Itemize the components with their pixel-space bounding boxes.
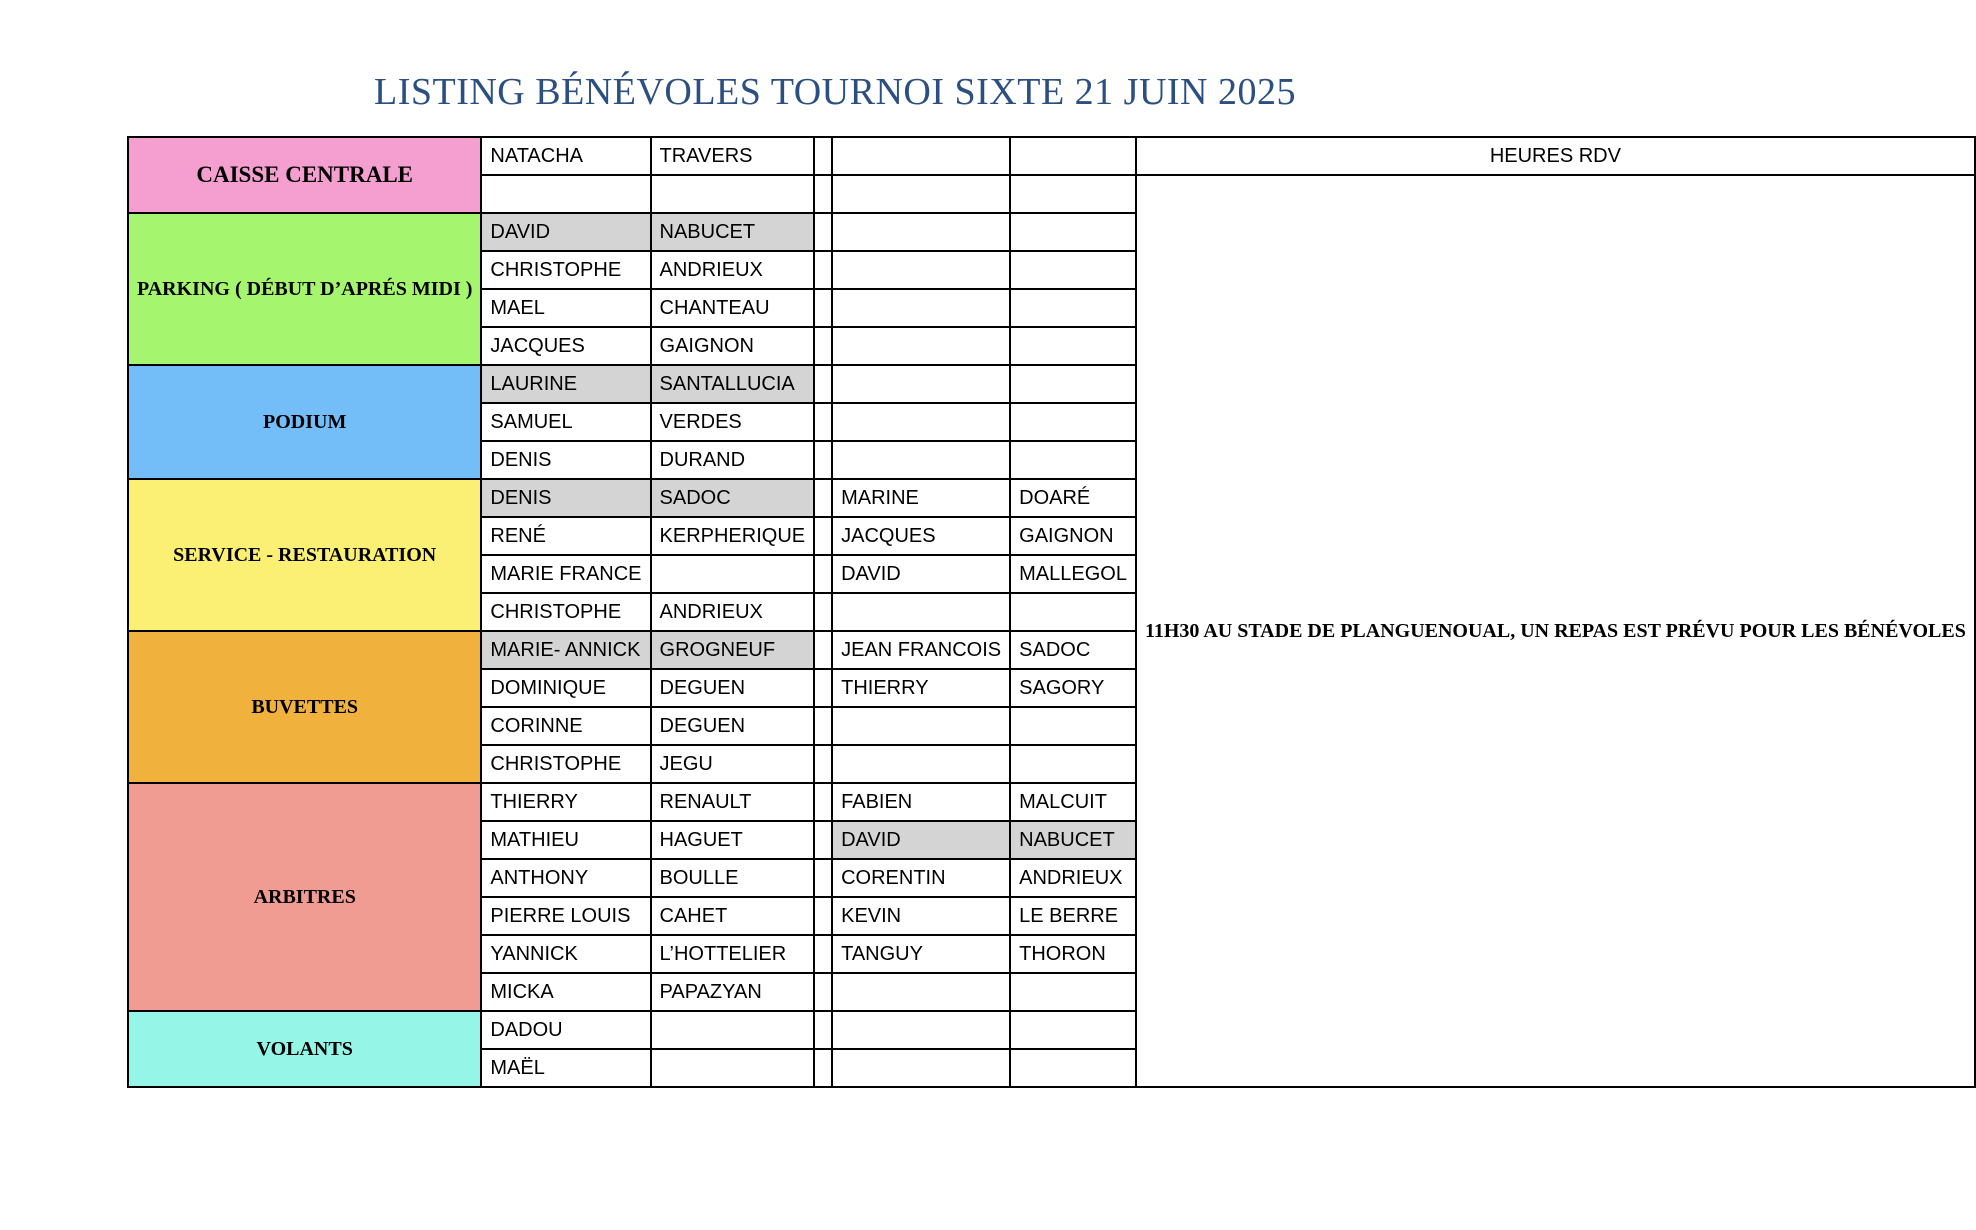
first-name-cell: CORENTIN bbox=[832, 859, 1010, 897]
category-caisse-centrale: CAISSE CENTRALE bbox=[128, 137, 481, 213]
table-cell bbox=[814, 935, 832, 973]
last-name-cell bbox=[1010, 137, 1136, 175]
first-name-cell: CHRISTOPHE bbox=[481, 593, 650, 631]
last-name-cell bbox=[651, 555, 815, 593]
table-cell bbox=[814, 555, 832, 593]
last-name-cell: DURAND bbox=[651, 441, 815, 479]
last-name-cell: ANDRIEUX bbox=[651, 593, 815, 631]
first-name-cell bbox=[832, 441, 1010, 479]
first-name-cell: ANTHONY bbox=[481, 859, 650, 897]
first-name-cell: JEAN FRANCOIS bbox=[832, 631, 1010, 669]
first-name-cell: SAMUEL bbox=[481, 403, 650, 441]
first-name-cell: YANNICK bbox=[481, 935, 650, 973]
first-name-cell: THIERRY bbox=[481, 783, 650, 821]
table-cell bbox=[814, 251, 832, 289]
last-name-cell bbox=[1010, 289, 1136, 327]
first-name-cell: TANGUY bbox=[832, 935, 1010, 973]
table-cell bbox=[814, 479, 832, 517]
first-name-cell: MATHIEU bbox=[481, 821, 650, 859]
first-name-cell: MARIE- ANNICK bbox=[481, 631, 650, 669]
first-name-cell bbox=[832, 327, 1010, 365]
first-name-cell: JACQUES bbox=[832, 517, 1010, 555]
first-name-cell: FABIEN bbox=[832, 783, 1010, 821]
category-buvettes: BUVETTES bbox=[128, 631, 481, 783]
first-name-cell: DOMINIQUE bbox=[481, 669, 650, 707]
table-cell bbox=[814, 973, 832, 1011]
last-name-cell bbox=[651, 1011, 815, 1049]
table-cell bbox=[814, 1049, 832, 1087]
table-cell bbox=[814, 1011, 832, 1049]
last-name-cell: TRAVERS bbox=[651, 137, 815, 175]
first-name-cell bbox=[832, 707, 1010, 745]
last-name-cell bbox=[1010, 251, 1136, 289]
last-name-cell: SANTALLUCIA bbox=[651, 365, 815, 403]
first-name-cell bbox=[832, 973, 1010, 1011]
last-name-cell: THORON bbox=[1010, 935, 1136, 973]
last-name-cell: BOULLE bbox=[651, 859, 815, 897]
last-name-cell bbox=[1010, 745, 1136, 783]
first-name-cell: MAËL bbox=[481, 1049, 650, 1087]
last-name-cell: SADOC bbox=[1010, 631, 1136, 669]
first-name-cell: LAURINE bbox=[481, 365, 650, 403]
last-name-cell: GAIGNON bbox=[651, 327, 815, 365]
last-name-cell bbox=[1010, 403, 1136, 441]
table-cell bbox=[814, 821, 832, 859]
last-name-cell: RENAULT bbox=[651, 783, 815, 821]
first-name-cell: MAEL bbox=[481, 289, 650, 327]
table-cell bbox=[814, 517, 832, 555]
last-name-cell bbox=[1010, 1011, 1136, 1049]
table-cell bbox=[814, 441, 832, 479]
first-name-cell: DADOU bbox=[481, 1011, 650, 1049]
table-cell bbox=[814, 213, 832, 251]
first-name-cell bbox=[832, 175, 1010, 213]
last-name-cell: L’HOTTELIER bbox=[651, 935, 815, 973]
first-name-cell: MARIE FRANCE bbox=[481, 555, 650, 593]
first-name-cell bbox=[481, 175, 650, 213]
first-name-cell: DAVID bbox=[481, 213, 650, 251]
last-name-cell: KERPHERIQUE bbox=[651, 517, 815, 555]
last-name-cell bbox=[1010, 213, 1136, 251]
rdv-note: 11H30 AU STADE DE PLANGUENOUAL, UN REPAS EST PRÉVU POUR LES BÉNÉVOLES bbox=[1136, 175, 1975, 1087]
first-name-cell: KEVIN bbox=[832, 897, 1010, 935]
last-name-cell bbox=[651, 175, 815, 213]
last-name-cell: DEGUEN bbox=[651, 669, 815, 707]
table-cell bbox=[814, 707, 832, 745]
table-cell bbox=[814, 137, 832, 175]
table-cell bbox=[814, 327, 832, 365]
first-name-cell bbox=[832, 365, 1010, 403]
page-title: LISTING BÉNÉVOLES TOURNOI SIXTE 21 JUIN 2025 bbox=[374, 71, 1296, 113]
category-podium: PODIUM bbox=[128, 365, 481, 479]
last-name-cell: NABUCET bbox=[651, 213, 815, 251]
last-name-cell: SADOC bbox=[651, 479, 815, 517]
first-name-cell: THIERRY bbox=[832, 669, 1010, 707]
last-name-cell bbox=[1010, 593, 1136, 631]
category-volants: VOLANTS bbox=[128, 1011, 481, 1087]
last-name-cell: JEGU bbox=[651, 745, 815, 783]
last-name-cell: PAPAZYAN bbox=[651, 973, 815, 1011]
table-cell bbox=[814, 365, 832, 403]
table-cell bbox=[814, 175, 832, 213]
last-name-cell: HAGUET bbox=[651, 821, 815, 859]
table-cell bbox=[814, 783, 832, 821]
first-name-cell: NATACHA bbox=[481, 137, 650, 175]
first-name-cell bbox=[832, 251, 1010, 289]
last-name-cell bbox=[651, 1049, 815, 1087]
last-name-cell: GROGNEUF bbox=[651, 631, 815, 669]
table-row bbox=[128, 137, 1975, 175]
heures-rdv-header: HEURES RDV bbox=[1136, 137, 1975, 175]
last-name-cell bbox=[1010, 365, 1136, 403]
last-name-cell bbox=[1010, 175, 1136, 213]
first-name-cell: MARINE bbox=[832, 479, 1010, 517]
last-name-cell bbox=[1010, 707, 1136, 745]
first-name-cell: CHRISTOPHE bbox=[481, 251, 650, 289]
table-cell bbox=[814, 669, 832, 707]
category-service-restauration: SERVICE - RESTAURATION bbox=[128, 479, 481, 631]
first-name-cell bbox=[832, 745, 1010, 783]
first-name-cell bbox=[832, 593, 1010, 631]
table-cell bbox=[814, 289, 832, 327]
table-cell bbox=[814, 631, 832, 669]
last-name-cell: CAHET bbox=[651, 897, 815, 935]
last-name-cell: LE BERRE bbox=[1010, 897, 1136, 935]
category-parking: PARKING ( DÉBUT D’APRÉS MIDI ) bbox=[128, 213, 481, 365]
last-name-cell bbox=[1010, 327, 1136, 365]
first-name-cell bbox=[832, 403, 1010, 441]
first-name-cell: DENIS bbox=[481, 479, 650, 517]
first-name-cell: PIERRE LOUIS bbox=[481, 897, 650, 935]
last-name-cell: SAGORY bbox=[1010, 669, 1136, 707]
table-cell bbox=[814, 403, 832, 441]
first-name-cell bbox=[832, 1011, 1010, 1049]
last-name-cell bbox=[1010, 441, 1136, 479]
volunteer-table bbox=[127, 136, 1976, 1088]
first-name-cell: JACQUES bbox=[481, 327, 650, 365]
last-name-cell: ANDRIEUX bbox=[651, 251, 815, 289]
first-name-cell: CORINNE bbox=[481, 707, 650, 745]
table-cell bbox=[814, 745, 832, 783]
last-name-cell: ANDRIEUX bbox=[1010, 859, 1136, 897]
first-name-cell: CHRISTOPHE bbox=[481, 745, 650, 783]
table-cell bbox=[814, 859, 832, 897]
last-name-cell bbox=[1010, 973, 1136, 1011]
table-cell bbox=[814, 897, 832, 935]
first-name-cell bbox=[832, 213, 1010, 251]
first-name-cell: DAVID bbox=[832, 555, 1010, 593]
last-name-cell bbox=[1010, 1049, 1136, 1087]
first-name-cell: DENIS bbox=[481, 441, 650, 479]
category-arbitres: ARBITRES bbox=[128, 783, 481, 1011]
first-name-cell bbox=[832, 1049, 1010, 1087]
last-name-cell: DEGUEN bbox=[651, 707, 815, 745]
last-name-cell: MALCUIT bbox=[1010, 783, 1136, 821]
last-name-cell: GAIGNON bbox=[1010, 517, 1136, 555]
first-name-cell: RENÉ bbox=[481, 517, 650, 555]
first-name-cell bbox=[832, 289, 1010, 327]
last-name-cell: DOARÉ bbox=[1010, 479, 1136, 517]
last-name-cell: MALLEGOL bbox=[1010, 555, 1136, 593]
last-name-cell: VERDES bbox=[651, 403, 815, 441]
first-name-cell bbox=[832, 137, 1010, 175]
table-cell bbox=[814, 593, 832, 631]
first-name-cell: MICKA bbox=[481, 973, 650, 1011]
last-name-cell: NABUCET bbox=[1010, 821, 1136, 859]
last-name-cell: CHANTEAU bbox=[651, 289, 815, 327]
first-name-cell: DAVID bbox=[832, 821, 1010, 859]
